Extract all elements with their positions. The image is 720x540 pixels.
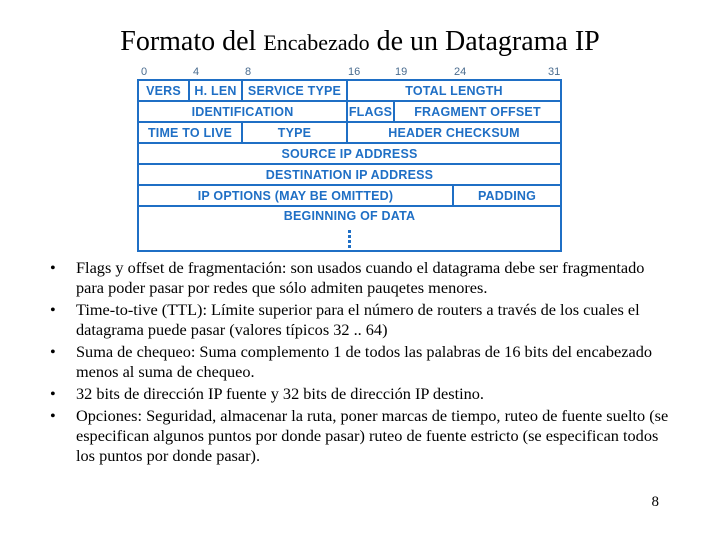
bullet-item xyxy=(50,342,670,382)
field-vers: VERS xyxy=(139,81,188,100)
field-header-checksum: HEADER CHECKSUM xyxy=(348,123,560,142)
field-padding: PADDING xyxy=(454,186,560,205)
bit-label-19: 19 xyxy=(395,66,408,78)
field-source-ip: SOURCE IP ADDRESS xyxy=(139,144,560,163)
bit-label-31: 31 xyxy=(548,66,561,78)
field-beginning-of-data: BEGINNING OF DATA xyxy=(139,207,560,250)
bullet-item xyxy=(50,384,670,404)
page-number: 8 xyxy=(651,494,659,510)
bullet-marker: • xyxy=(50,300,56,319)
bullet-text: 32 bits de dirección IP fuente y 32 bits de dirección IP destino. xyxy=(76,384,484,403)
field-destination-ip: DESTINATION IP ADDRESS xyxy=(139,165,560,184)
bullet-marker: • xyxy=(50,258,56,277)
field-total-length: TOTAL LENGTH xyxy=(348,81,560,100)
title-part-1: Formato del xyxy=(120,26,264,57)
bullet-text: Suma de chequeo: Suma complemento 1 de todos las palabras de 16 bits del encabezado menos al suma de chequeo. xyxy=(76,342,653,381)
bit-label-16: 16 xyxy=(348,66,361,78)
bullet-item xyxy=(50,300,670,340)
bit-label-24: 24 xyxy=(454,66,467,78)
bullet-marker: • xyxy=(50,384,56,403)
field-fragment-offset: FRAGMENT OFFSET xyxy=(395,102,560,121)
bullet-marker: • xyxy=(50,406,56,425)
bullet-text: Time-to-tive (TTL): Límite superior para el número de routers a través de los cuales el datagrama puede pasar (valores típicos 32 .. 64) xyxy=(76,300,640,339)
field-flags: FLAGS xyxy=(348,102,393,121)
bullet-list xyxy=(50,258,670,468)
bit-label-0: 0 xyxy=(141,66,148,78)
field-hlen: H. LEN xyxy=(190,81,241,100)
bullet-item xyxy=(50,406,670,466)
field-time-to-live: TIME TO LIVE xyxy=(139,123,241,142)
continuation-dots xyxy=(348,230,351,248)
ip-header-diagram xyxy=(137,79,562,252)
bullet-text: Opciones: Seguridad, almacenar la ruta, poner marcas de tiempo, ruteo de fuente suelto (se especifican algunos puntos por donde pasar) ruteo de fuente estricto (se especifican todos los puntos por donde pasar). xyxy=(76,406,669,465)
title-part-3: de un Datagrama IP xyxy=(369,26,600,57)
bullet-marker: • xyxy=(50,342,56,361)
bit-label-8: 8 xyxy=(245,66,252,78)
field-ip-options: IP OPTIONS (MAY BE OMITTED) xyxy=(139,186,452,205)
field-identification: IDENTIFICATION xyxy=(139,102,346,121)
slide-title xyxy=(0,26,720,58)
field-type: TYPE xyxy=(243,123,346,142)
bullet-text: Flags y offset de fragmentación: son usados cuando el datagrama debe ser fragmentado para poder pasar por redes que sólo admiten pauqetes menores. xyxy=(76,258,645,297)
field-service-type: SERVICE TYPE xyxy=(243,81,346,100)
bullet-item xyxy=(50,258,670,298)
title-part-2: Encabezado xyxy=(263,30,370,55)
bit-label-4: 4 xyxy=(193,66,200,78)
